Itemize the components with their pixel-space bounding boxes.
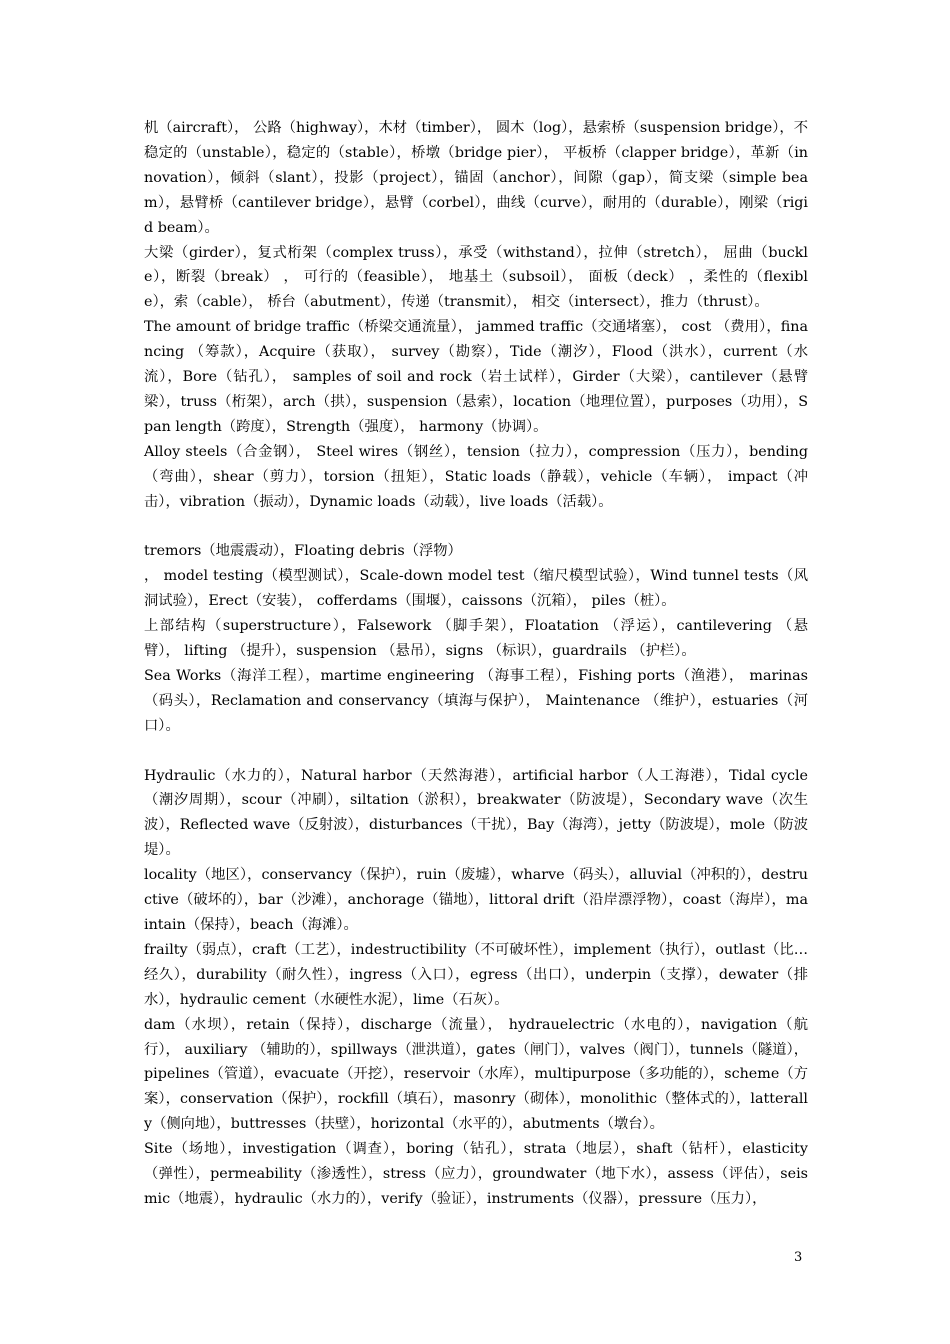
paragraph-dam: dam（水坝），retain（保持），discharge（流量）， hydrauelectric（水电的），navigation（航行）， auxiliary （辅助的），spillways（泄洪道），gates（闸门），valves（阀门），tunnels（隧道），pipelines（管道），evacuate（开挖），reservoir（水库），multipurpose（多功能的），scheme（方案），conservation（保护），rockfill（填石），masonry（砌体），monolithic（整体式的），latterally（侧向地），buttresses（扶壁），horizontal（水平的），abutments（墩台）。: [144, 1016, 808, 1133]
page-number: 3: [794, 1250, 803, 1265]
document-body: [144, 116, 808, 1212]
paragraph-bridge-terms-1: 机（aircraft）， 公路（highway），木材（timber）， 圆木（log），悬索桥（suspension bridge），不稳定的（unstable），稳定的（stable），桥墩（bridge pier）， 平板桥（clapper bridge），革新（innovation），倾斜（slant），投影（project），锚固（anchor），间隙（gap），简支梁（simple beam），悬臂桥（cantilever bridge），悬臂（corbel），曲线（curve），耐用的（durable），刚梁（rigid beam）。: [144, 120, 808, 236]
paragraph-model-testing: ， model testing（模型测试），Scale-down model test（缩尺模型试验），Wind tunnel tests（风洞试验），Erect（安装）， cofferdams（围堰），caissons（沉箱）， piles（桩）。: [144, 568, 808, 610]
paragraph-locality: locality（地区），conservancy（保护），ruin（废墟），wharve（码头），alluvial（冲积的），destructive（破坏的），bar（沙滩），anchorage（锚地），littoral drift（沿岸漂浮物），coast（海岸），maintain（保持），beach（海滩）。: [144, 867, 808, 933]
paragraph-bridge-terms-2: 大梁（girder），复式桁架（complex truss），承受（withstand），拉伸（stretch）， 屈曲（buckle），断裂（break） ， 可行的（feasible）， 地基土（subsoil）， 面板（deck） ，柔性的（flexible），索（cable）， 桥台（abutment），传递（transmit）， 相交（intersect），推力（thrust）。: [144, 244, 808, 311]
paragraph-site-investigation: Site（场地），investigation（调查），boring（钻孔），strata（地层），shaft（钻杆），elasticity（弹性），permeability（渗透性），stress（应力），groundwater（地下水），assess（评估），seismic（地震），hydraulic（水力的），verify（验证），instruments（仪器），pressure（压力），: [144, 1141, 808, 1207]
paragraph-sea-works: Sea Works（海洋工程），martime engineering （海事工程），Fishing ports（渔港）， marinas（码头），Reclamation and conservancy（填海与保护）， Maintenance （维护），estuaries（河口）。: [144, 667, 808, 734]
paragraph-superstructure: 上部结构（superstructure），Falsework （脚手架），Floatation （浮运），cantilevering （悬臂）， lifting （提升），suspension （悬吊），signs （标识），guardrails （护栏）。: [144, 618, 808, 660]
paragraph-bridge-traffic: The amount of bridge traffic（桥梁交通流量）， jammed traffic（交通堵塞）， cost （费用），financing （筹款），Acquire（获取）， survey（勘察），Tide（潮汐），Flood（洪水），current（水流），Bore（钻孔）， samples of soil and rock（岩土试样），Girder（大梁），cantilever（悬臂梁），truss（桁架），arch（拱），suspension（悬索），location（地理位置），purposes（功用），Span length（跨度），Strength（强度）， harmony（协调）。: [144, 319, 808, 435]
paragraph-tremors: tremors（地震震动），Floating debris（浮物）: [144, 543, 462, 560]
paragraph-materials-loads: Alloy steels（合金钢）， Steel wires（钢丝），tension（拉力），compression（压力），bending（弯曲），shear（剪力），torsion（扭矩），Static loads（静载），vehicle（车辆）， impact（冲击），vibration（振动），Dynamic loads（动载），live loads（活载）。: [144, 443, 808, 510]
paragraph-frailty: frailty（弱点），craft（工艺），indestructibility（不可破坏性），implement（执行），outlast（比…经久），durability（耐久性），ingress（入口），egress（出口），underpin（支撑），dewater（排水），hydraulic cement（水硬性水泥），lime（石灰）。: [144, 941, 808, 1008]
paragraph-hydraulic-harbor: Hydraulic（水力的），Natural harbor（天然海港），artificial harbor（人工海港），Tidal cycle（潮汐周期），scour（冲刷），siltation（淤积），breakwater（防波堤），Secondary wave（次生波），Reflected wave（反射波），disturbances（干扰），Bay（海湾），jetty（防波堤），mole（防波堤）。: [144, 767, 808, 859]
blank-line: [144, 515, 808, 540]
blank-line: [144, 739, 808, 764]
